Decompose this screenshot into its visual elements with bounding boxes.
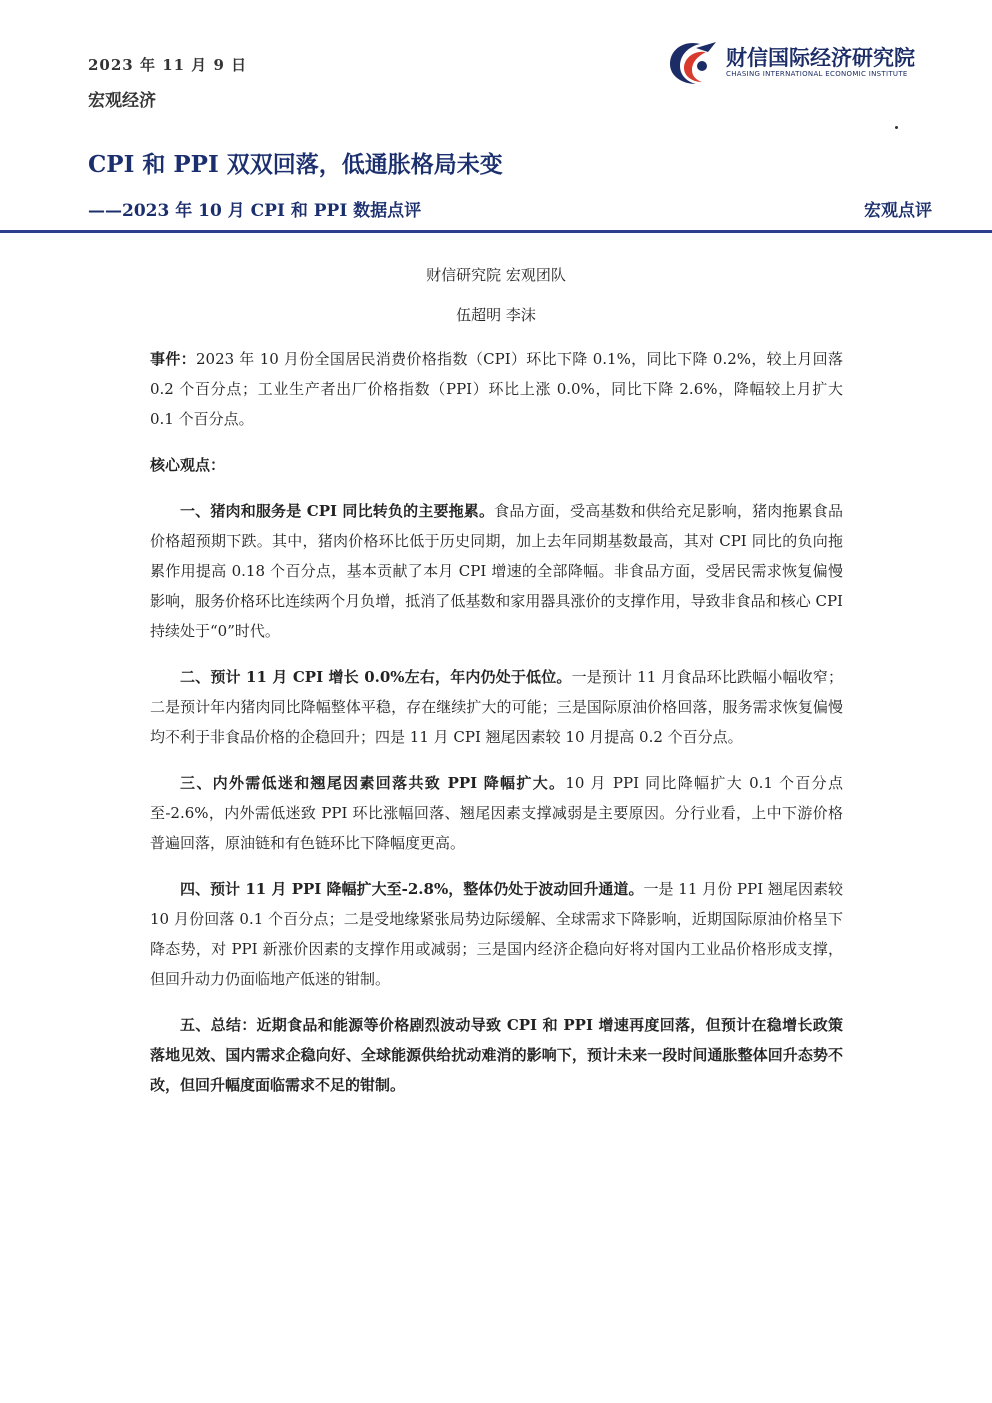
logo-mark-icon [666, 38, 722, 88]
point-paragraph [150, 662, 843, 752]
point-paragraph [150, 496, 843, 646]
institute-logo [666, 38, 936, 88]
report-subtitle: ——2023 年 10 月 CPI 和 PPI 数据点评 [88, 201, 422, 221]
point-text: 一是预计 11 月食品环比跌幅小幅收窄；二是预计年内猪肉同比降幅整体平稳，存在继续扩大的可能；三是国际原油价格回落，服务需求恢复偏慢均不利于非食品价格的企稳回升；四是 11 月 CPI 翘尾因素较 10 月提高 0.2 个百分点。 [150, 668, 844, 746]
point-text: 食品方面，受高基数和供给充足影响，猪肉拖累食品价格超预期下跌。其中，猪肉价格环比低于历史同期，加上去年同期基数最高，其对 CPI 同比的负向拖累作用提高 0.18 个百分点，基本贡献了本月 CPI 增速的全部降幅。非食品方面，受居民需求恢复偏慢影响，服务价格环比连续两个月负增，抵消了低基数和家用器具涨价的支撑作用，导致非食品和核心 CPI 持续处于“0”时代。 [150, 502, 843, 640]
logo-english-name: CHASING INTERNATIONAL ECONOMIC INSTITUTE [726, 70, 908, 78]
author-names: 伍超明 李沫 [456, 306, 536, 324]
point-paragraph [150, 874, 843, 994]
report-category: 宏观经济 [88, 91, 156, 111]
logo-chinese-name: 财信国际经济研究院 [726, 46, 915, 70]
report-title: CPI 和 PPI 双双回落，低通胀格局未变 [88, 151, 503, 178]
summary-paragraph: 五、总结：近期食品和能源等价格剧烈波动导致 CPI 和 PPI 增速再度回落，但预计在稳增长政策落地见效、国内需求企稳向好、全球能源供给扰动难消的影响下，预计未来一段时间通胀整体回升态势不改，但回升幅度面临需求不足的钳制。 [150, 1016, 843, 1094]
author-organization: 财信研究院 宏观团队 [426, 266, 566, 284]
event-text: 2023 年 10 月份全国居民消费价格指数（CPI）环比下降 0.1%，同比下降 0.2%，较上月回落 0.2 个百分点；工业生产者出厂价格指数（PPI）环比上涨 0.0%，同比下降 2.6%，降幅较上月扩大 0.1 个百分点。 [150, 350, 843, 428]
point-lead: 四、预计 11 月 PPI 降幅扩大至-2.8%，整体仍处于波动回升通道。 [180, 880, 644, 898]
stray-dot [895, 126, 898, 129]
report-body [150, 344, 843, 1116]
point-text: 10 月 PPI 同比降幅扩大 0.1 个百分点至-2.6%，内外需低迷致 PPI 环比涨幅回落、翘尾因素支撑减弱是主要原因。分行业看，上中下游价格普遍回落，原油链和有色链环比下降幅度更高。 [150, 774, 843, 852]
header-rule [0, 230, 992, 233]
point-paragraph [150, 768, 843, 858]
point-lead: 三、内外需低迷和翘尾因素回落共致 PPI 降幅扩大。 [180, 774, 566, 792]
document-type: 宏观点评 [864, 201, 932, 221]
event-paragraph [150, 344, 843, 434]
report-date: 2023 年 11 月 9 日 [88, 56, 248, 74]
event-label: 事件： [150, 350, 196, 368]
point-lead: 一、猪肉和服务是 CPI 同比转负的主要拖累。 [180, 502, 495, 520]
point-text: 一是 11 月份 PPI 翘尾因素较 10 月份回落 0.1 个百分点；二是受地缘紧张局势边际缓解、全球需求下降影响，近期国际原油价格呈下降态势，对 PPI 新涨价因素的支撑作用或减弱；三是国内经济企稳向好将对国内工业品价格形成支撑，但回升动力仍面临地产低迷的钳制。 [150, 880, 843, 988]
core-views-heading: 核心观点： [150, 456, 226, 474]
point-lead: 二、预计 11 月 CPI 增长 0.0%左右，年内仍处于低位。 [180, 668, 572, 686]
